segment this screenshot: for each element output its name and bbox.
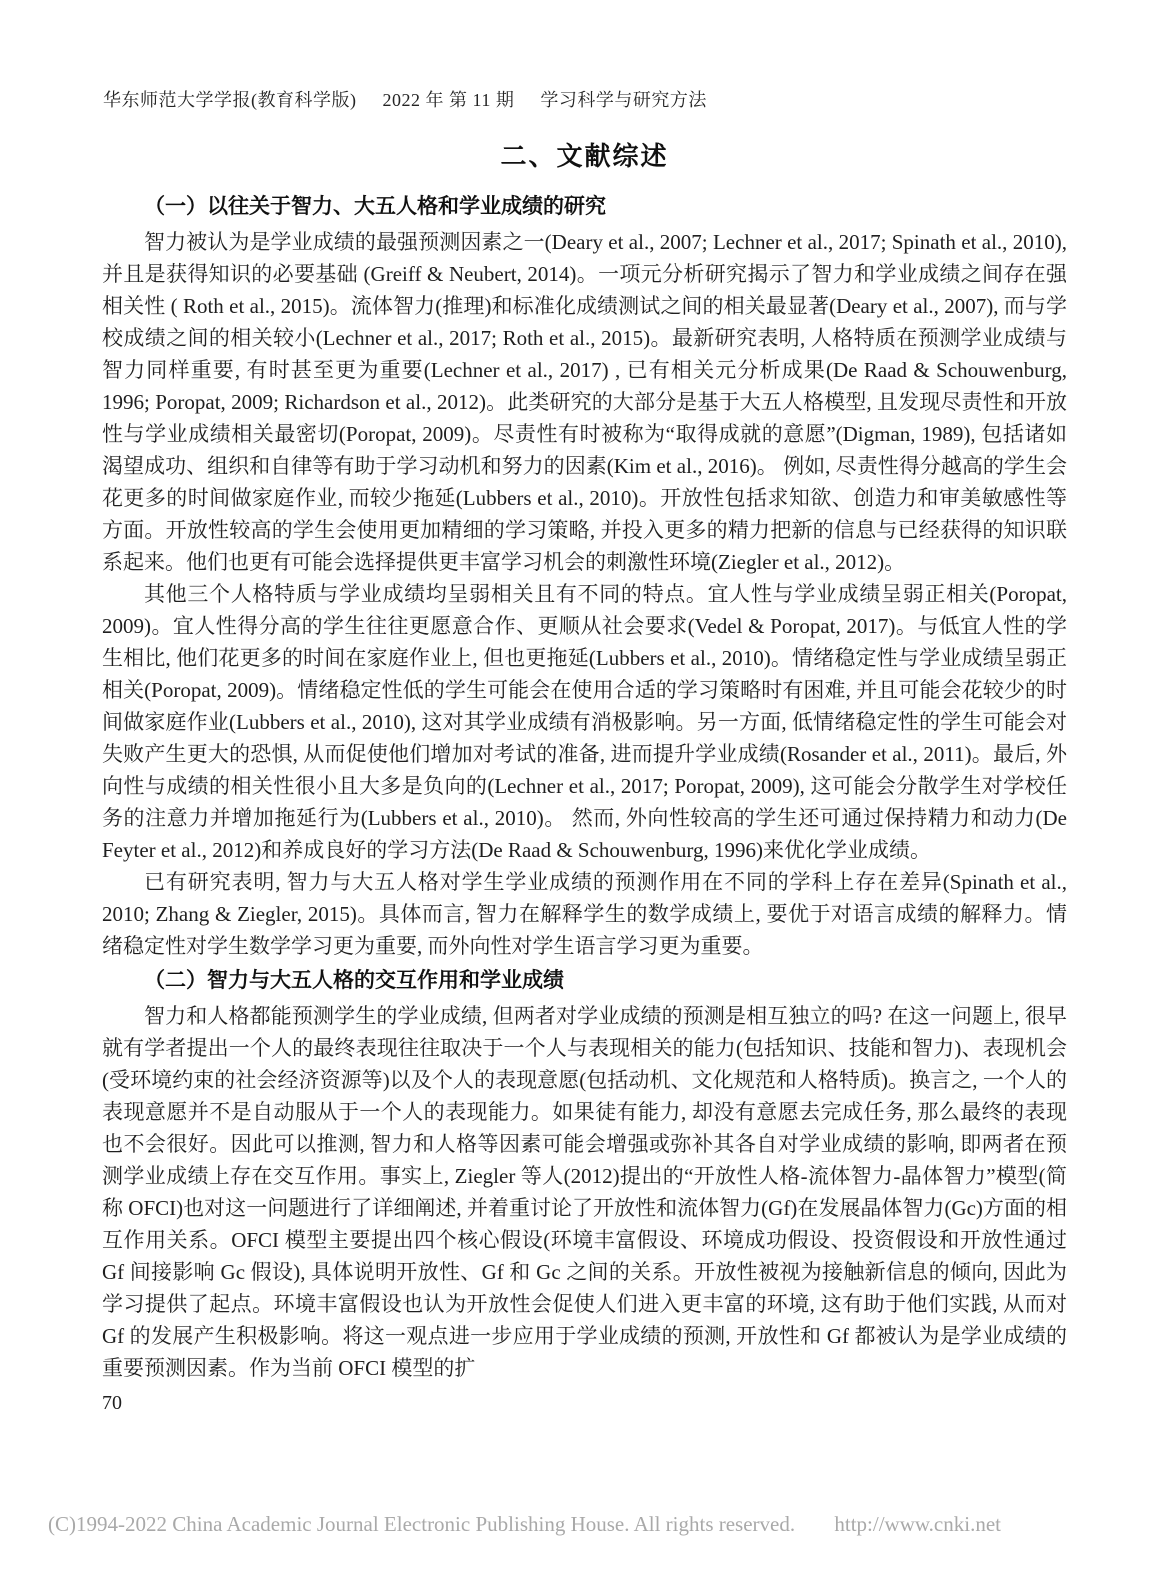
journal-issue: 2022 年 第 11 期 bbox=[382, 90, 515, 110]
subsection-heading-1: （一）以往关于智力、大五人格和学业成绩的研究 bbox=[144, 195, 606, 218]
paragraph-1: 智力被认为是学业成绩的最强预测因素之一(Deary et al., 2007; Lechner et al., 2017; Spinath et al., 2010), 并且是获得知识的必要基础 (Greiff & Neubert, 2014)。一项元分析研究揭示了智力和学业成绩之间存在强相关性 ( Roth et al., 2015)。流体智力(推理)和标准化成绩测试之间的相关最显著(Deary et al., 2007), 而与学校成绩之间的相关较小(Lechner et al., 2017; Roth et al., 2015)。最新研究表明, 人格特质在预测学业成绩与智力同样重要, 有时甚至更为重要(Lechner et al., 2017) , 已有相关元分析成果(De Raad & Schouwenburg, 1996; Poropat, 2009; Richardson et al., 2012)。此类研究的大部分是基于大五人格模型, 且发现尽责性和开放性与学业成绩相关最密切(Poropat, 2009)。尽责性有时被称为“取得成就的意愿”(Digman, 1989), 包括诸如渴望成功、组织和自律等有助于学习动机和努力的因素(Kim et al., 2016)。 例如, 尽责性得分越高的学生会花更多的时间做家庭作业, 而较少拖延(Lubbers et al., 2010)。开放性包括求知欲、创造力和审美敏感性等方面。开放性较高的学生会使用更加精细的学习策略, 并投入更多的精力把新的信息与已经获得的知识联系起来。他们也更有可能会选择提供更丰富学习机会的刺激性环境(Ziegler et al., 2012)。 bbox=[102, 230, 1067, 574]
footer-url: http://www.cnki.net bbox=[834, 1512, 1001, 1536]
paragraph-3: 已有研究表明, 智力与大五人格对学生学业成绩的预测作用在不同的学科上存在差异(Spinath et al., 2010; Zhang & Ziegler, 2015)。具体而言, 智力在解释学生的数学成绩上, 要优于对语言成绩的解释力。情绪稳定性对学生数学学习更为重要, 而外向性对学生语言学习更为重要。 bbox=[102, 870, 1067, 958]
copyright-text: (C)1994-2022 China Academic Journal Electronic Publishing House. All rights reserved. bbox=[48, 1512, 796, 1536]
section-title: 二、文献综述 bbox=[500, 141, 669, 171]
page-number: 70 bbox=[102, 1392, 122, 1414]
article-body bbox=[102, 136, 1067, 1418]
running-head bbox=[103, 86, 707, 112]
journal-name: 华东师范大学学报(教育科学版) bbox=[103, 90, 357, 110]
journal-column: 学习科学与研究方法 bbox=[540, 90, 707, 110]
paragraph-4: 智力和人格都能预测学生的学业成绩, 但两者对学业成绩的预测是相互独立的吗? 在这一问题上, 很早就有学者提出一个人的最终表现往往取决于一个人与表现相关的能力(包括知识、技能和智力)、表现机会(受环境约束的社会经济资源等)以及个人的表现意愿(包括动机、文化规范和人格特质)。换言之, 一个人的表现意愿并不是自动服从于一个人的表现能力。如果徒有能力, 却没有意愿去完成任务, 那么最终的表现也不会很好。因此可以推测, 智力和人格等因素可能会增强或弥补其各自对学业成绩的影响, 即两者在预测学业成绩上存在交互作用。事实上, Ziegler 等人(2012)提出的“开放性人格-流体智力-晶体智力”模型(简称 OFCI)也对这一问题进行了详细阐述, 并着重讨论了开放性和流体智力(Gf)在发展晶体智力(Gc)方面的相互作用关系。OFCI 模型主要提出四个核心假设(环境丰富假设、环境成功假设、投资假设和开放性通过 Gf 间接影响 Gc 假设), 具体说明开放性、Gf 和 Gc 之间的关系。开放性被视为接触新信息的倾向, 因此为学习提供了起点。环境丰富假设也认为开放性会促使人们进入更丰富的环境, 这有助于他们实践, 从而对 Gf 的发展产生积极影响。将这一观点进一步应用于学业成绩的预测, 开放性和 Gf 都被认为是学业成绩的重要预测因素。作为当前 OFCI 模型的扩 bbox=[102, 1004, 1067, 1380]
subsection-heading-2: （二）智力与大五人格的交互作用和学业成绩 bbox=[144, 969, 564, 992]
copyright-footer bbox=[48, 1512, 1128, 1537]
paragraph-2: 其他三个人格特质与学业成绩均呈弱相关且有不同的特点。宜人性与学业成绩呈弱正相关(Poropat, 2009)。宜人性得分高的学生往往更愿意合作、更顺从社会要求(Vedel & Poropat, 2017)。与低宜人性的学生相比, 他们花更多的时间在家庭作业上, 但也更拖延(Lubbers et al., 2010)。情绪稳定性与学业成绩呈弱正相关(Poropat, 2009)。情绪稳定性低的学生可能会在使用合适的学习策略时有困难, 并且可能会花较少的时间做家庭作业(Lubbers et al., 2010), 这对其学业成绩有消极影响。另一方面, 低情绪稳定性的学生可能会对失败产生更大的恐惧, 从而促使他们增加对考试的准备, 进而提升学业成绩(Rosander et al., 2011)。最后, 外向性与成绩的相关性很小且大多是负向的(Lechner et al., 2017; Poropat, 2009), 这可能会分散学生对学校任务的注意力并增加拖延行为(Lubbers et al., 2010)。 然而, 外向性较高的学生还可通过保持精力和动力(De Feyter et al., 2012)和养成良好的学习方法(De Raad & Schouwenburg, 1996)来优化学业成绩。 bbox=[102, 582, 1067, 862]
